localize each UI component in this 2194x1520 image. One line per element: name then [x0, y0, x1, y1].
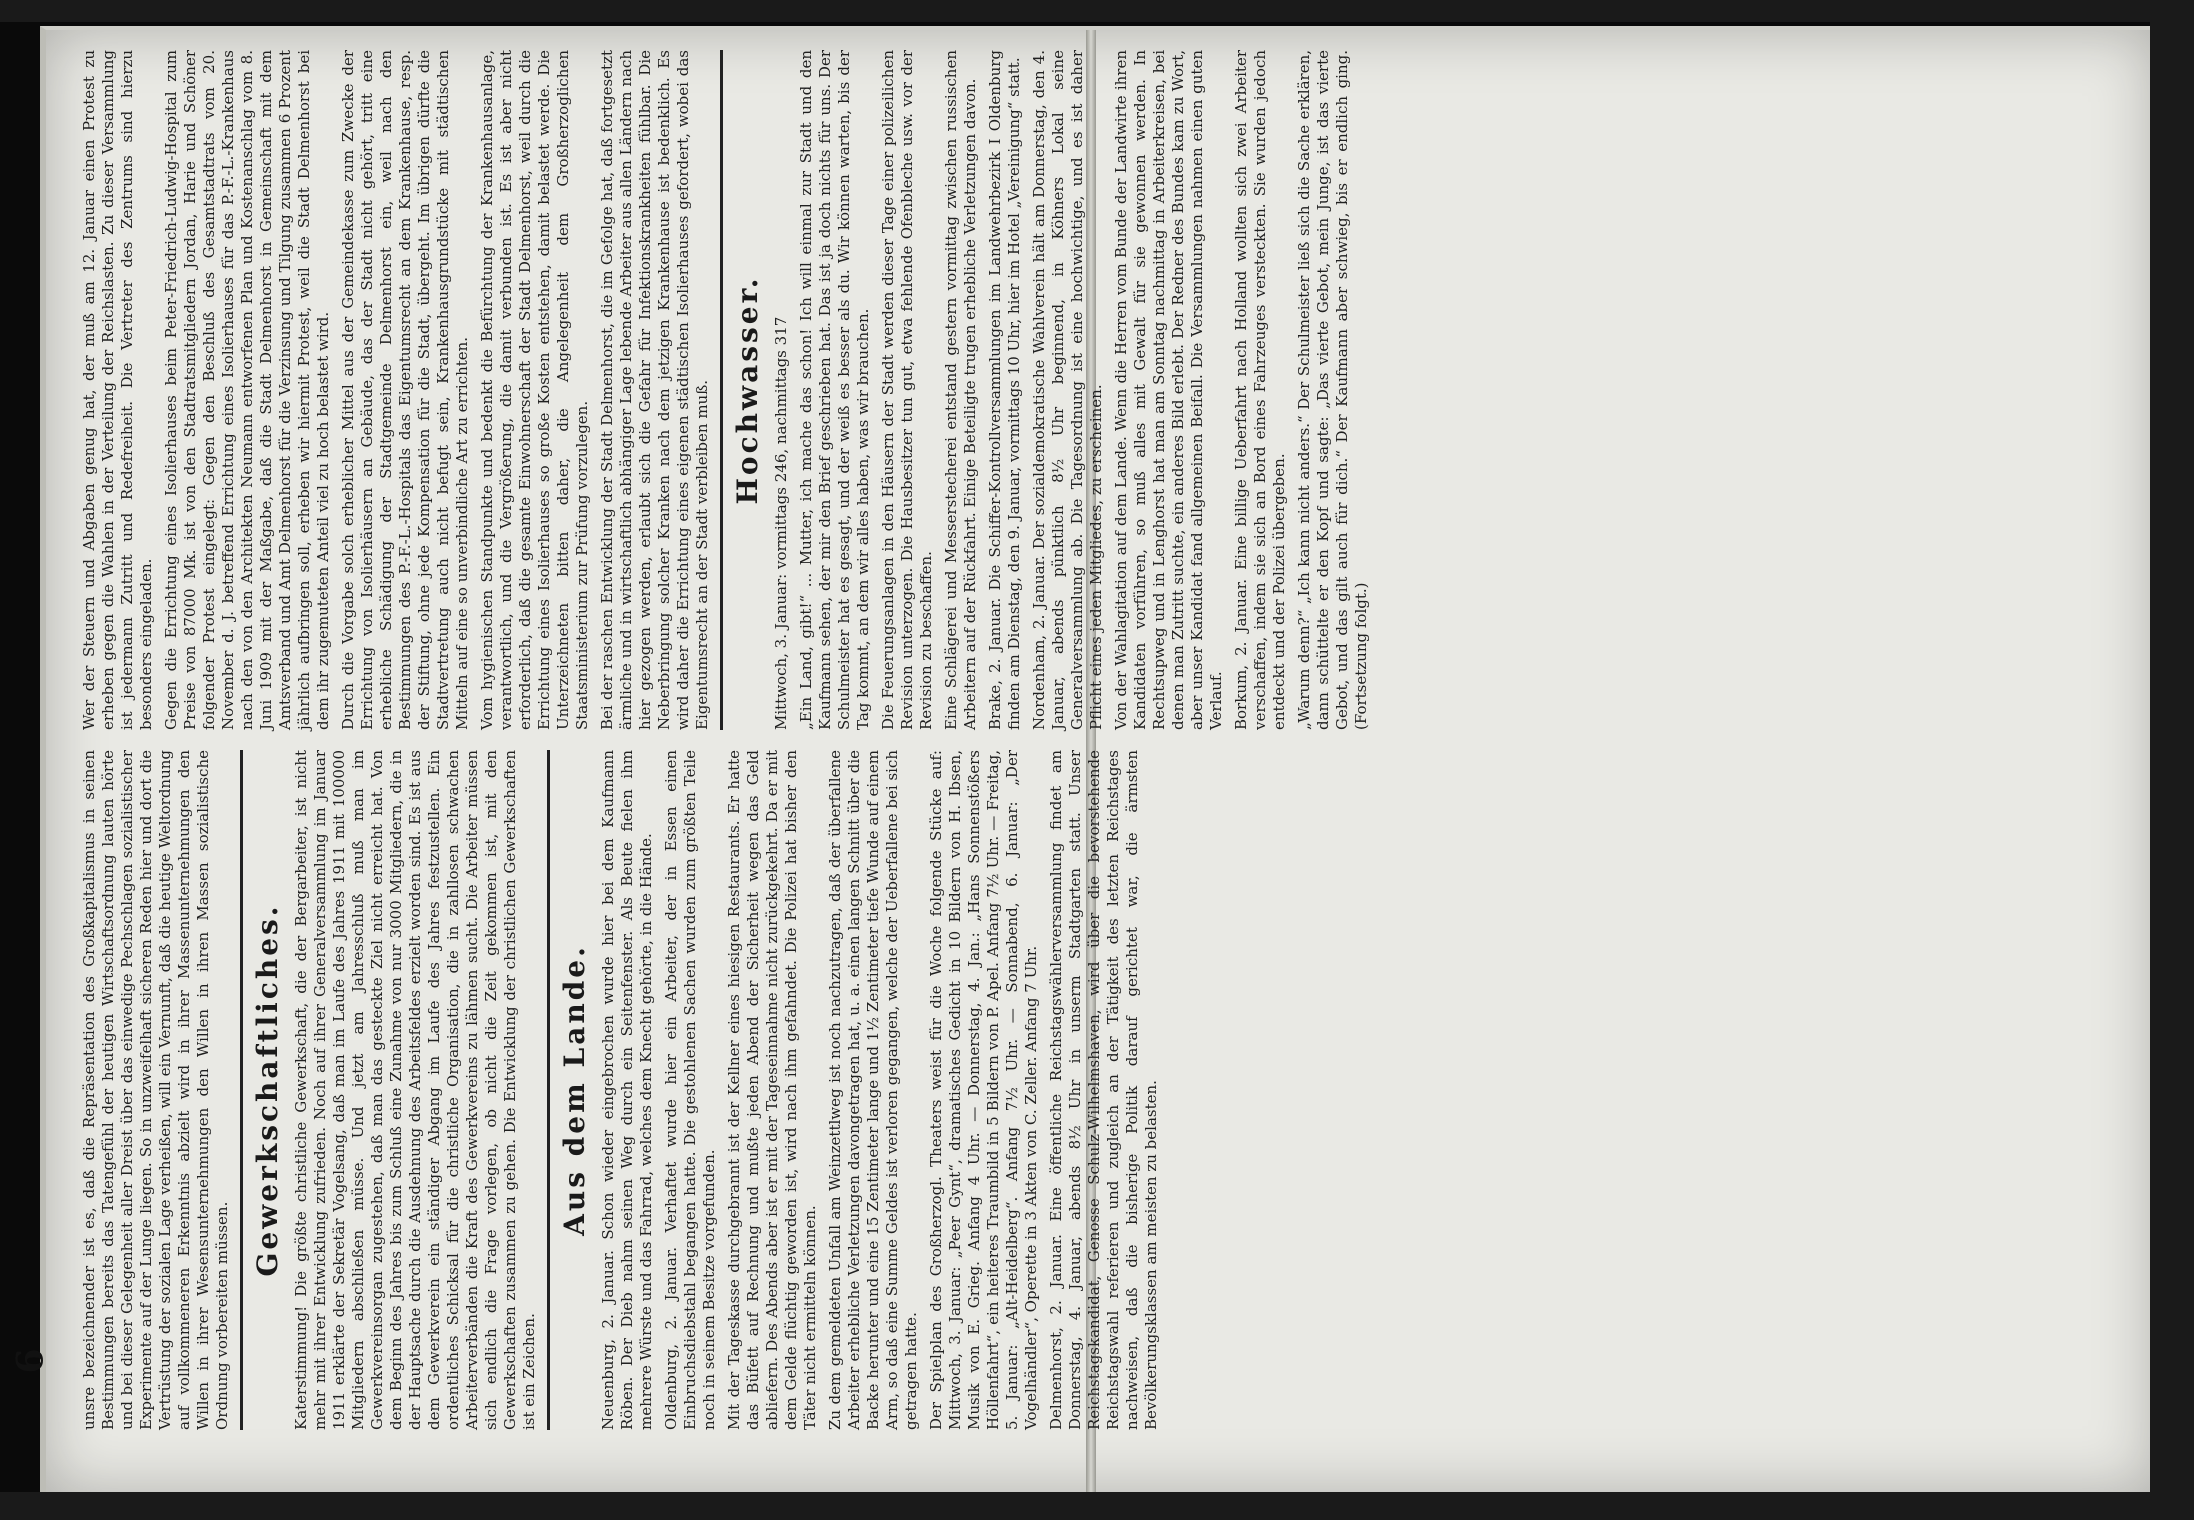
rotated-text-area [80, 40, 2060, 1440]
article-paragraph: Eine Schlägerei und Messerstecherei entstand gestern vormittag zwischen russischen Arbeitern auf der Rückfahrt. Einige Beteiligte trugen erhebliche Verletzungen davon. [942, 50, 979, 730]
scan-edge-right [2150, 0, 2194, 1520]
section-rule [547, 750, 550, 1430]
text-column [80, 40, 2060, 740]
article-paragraph: Oldenburg, 2. Januar. Verhaftet wurde hier ein Arbeiter, der in Essen einen Einbruchsdiebstahl begangen hatte. Die gestohlenen Sachen wurden zum größten Teile noch in seinem Besitze vorgefunden. [662, 750, 718, 1430]
article-paragraph: Borkum, 2. Januar. Eine billige Ueberfahrt nach Holland wollten sich zwei Arbeiter verschaffen, indem sie sich an Bord eines Fahrzeuges versteckten. Sie wurden jedoch entdeckt und der Polizei übergeben. [1232, 50, 1288, 730]
page-number: 6 [9, 1348, 52, 1374]
section-heading: Hochwasser. [731, 275, 764, 505]
article-paragraph: Wer der Steuern und Abgaben genug hat, der muß am 12. Januar einen Protest zu erheben gegen die Wahlen in der Verteilung der Reichslasten. Zu dieser Versammlung ist jedermann Zutritt und Redefreiheit. Die Vertreter des Zentrums sind hierzu besonders eingeladen. [80, 50, 155, 730]
text-column [80, 740, 2060, 1440]
article-paragraph: Die Feuerungsanlagen in den Häusern der Stadt werden dieser Tage einer polizeilichen Revision unterzogen. Die Hausbesitzer tun gut, etwa fehlende Ofenbleche usw. vor der Revision zu beschaffen. [879, 50, 935, 730]
article-paragraph: Delmenhorst, 2. Januar. Eine öffentliche Reichstagswählerversammlung findet am Donnerstag, 4. Januar, abends 8½ Uhr in unserm Stadtgarten statt. Unser Reichstagskandidat, Genosse Schulz-Wilhelmshaven, wird über die bevorstehende Reichstagswahl referieren und zugleich an der Tätigkeit des letzten Reichstages nachweisen, daß die bisherige Politik darauf gerichtet war, die ärmsten Bevölkerungsklassen am meisten zu belasten. [1047, 750, 1160, 1430]
article-paragraph: Brake, 2. Januar. Die Schiffer-Kontrollversammlungen im Landwehrbezirk I Oldenburg finden am Dienstag, den 9. Januar, vormittags 10 Uhr, hier im Hotel „Vereinigung“ statt. [986, 50, 1023, 730]
article-paragraph: Von der Wahlagitation auf dem Lande. Wenn die Herren vom Bunde der Landwirte ihren Kandidaten vorführen, so muß alles mit Gewalt für sie gewonnen werden. In Rechtsupweg und in Lenghorst hat man am Sonntag nachmittag in Arbeiterkreisen, bei denen man Zutritt suchte, ein anderes Bild erlebt. Der Redner des Bundes kam zu Wort, aber unser Kandidat fand allgemeinen Beifall. Die Versammlungen nahmen einen guten Verlauf. [1112, 50, 1225, 730]
section-rule [240, 750, 243, 1430]
article-paragraph: Vom hygienischen Standpunkte und bedenkt die Befürchtung der Krankenhausanlage, verantwortlich, und die Vergrößerung, die damit verbunden ist. Es ist aber nicht erforderlich, daß die gesamte Einwohnerschaft der Stadt Delmenhorst, weil durch die Errichtung eines Isolierhauses so große Kosten entstehen, damit belastet werde. Die Unterzeichneten bitten daher, die Angelegenheit dem Großherzoglichen Staatsministerium zur Prüfung vorzulegen. [478, 50, 591, 730]
article-paragraph: Der Spielplan des Großherzogl. Theaters weist für die Woche folgende Stücke auf: Mittwoch, 3. Januar: „Peer Gynt“, dramatisches Gedicht in 10 Bildern von H. Ibsen, Musik von E. Grieg. Anfang 4 Uhr. — Donnerstag, 4. Jan.: „Hans Sonnenstößers Höllenfahrt“, ein heiteres Traumbild in 5 Bildern von P. Apel. Anfang 7½ Uhr. — Freitag, 5. Januar: „Alt-Heidelberg“. Anfang 7½ Uhr. — Sonnabend, 6. Januar: „Der Vogelhändler“, Operette in 3 Akten von C. Zeller. Anfang 7 Uhr. [927, 750, 1040, 1430]
article-paragraph: Bei der raschen Entwicklung der Stadt Delmenhorst, die im Gefolge hat, daß fortgesetzt ärmliche und in wirtschaftlich abhängiger Lage lebende Arbeiter aus allen Ländern nach hier gezogen werden, erlaubt sich die Gefahr für Infektionskrankheiten fühlbar. Die Neberbringung solcher Kranken nach dem jetzigen Krankenhause ist bedenklich. Es wird daher die Errichtung eines eigenen städtischen Isolierhauses gefordert, wobei das Eigentumsrecht an der Stadt verbleiben muß. [598, 50, 711, 730]
article-paragraph: Gegen die Errichtung eines Isolierhauses beim Peter-Friedrich-Ludwig-Hospital zum Preise von 87000 Mk. ist von den Stadtratsmitgliedern Jordan, Harie und Schöner folgender Protest eingelegt: Gegen den Beschluß des Gesamtstadtrats vom 20. November d. J. betreffend Errichtung eines Isolierhauses für das P.-F.-L.-Krankenhaus nach den von den Architekten Neumann entworfenen Plan und Kostenanschlag vom 8. Juni 1909 mit der Maßgabe, daß die Stadt Delmenhorst in Gemeinschaft mit dem Amtsverband und Amt Delmenhorst für die Verzinsung und Tilgung zusammen 6 Prozent jährlich aufbringen soll, erheben wir hiermit Protest, weil die Stadt Delmenhorst bei dem ihr zugemuteten Anteil viel zu hoch belastet wird. [162, 50, 332, 730]
article-paragraph: Mittwoch, 3. Januar: vormittags 246, nachmittags 317 [772, 316, 790, 730]
article-paragraph: Neuenburg, 2. Januar. Schon wieder eingebrochen wurde hier bei dem Kaufmann Röben. Der Dieb nahm seinen Weg durch ein Seitenfenster. Als Beute fielen ihm mehrere Würste und das Fahrrad, welches dem Knecht gehörte, in die Hände. [599, 750, 655, 1430]
section-rule [720, 50, 723, 730]
article-paragraph: „Ein Land, gibt!“ ... Mutter, ich mache das schon! Ich will einmal zur Stadt und den Kaufmann sehen, der mir den Brief geschrieben hat. Das ist ja doch nichts für uns. Der Schulmeister hat es gesagt, und der weiß es besser als du. Wir können warten, bis der Tag kommt, an dem wir alles haben, was wir brauchen. [797, 50, 872, 730]
article-paragraph: Katerstimmung! Die größte christliche Gewerkschaft, die der Bergarbeiter, ist nicht mehr mit ihrer Entwicklung zufrieden. Noch auf ihrer Generalversammlung im Januar 1911 erklärte der Sekretär Vogelsang, daß man im Laufe des Jahres 1911 mit 100000 Mitgliedern abschließen müsse. Und jetzt am Jahresschluß muß man im Gewerkvereinsorgan zugestehen, daß man das gesteckte Ziel nicht erreicht hat. Von dem Beginn des Jahres bis zum Schluß eine Zunahme von nur 3000 Mitgliedern, die in der Hauptsache durch die Ausdehnung des Arbeitsfeldes erzielt worden sind. Es ist aus dem Gewerkverein ein ständiger Abgang im Laufe des Jahres festzustellen. Ein ordentliches Schicksal für die christliche Organisation, die in zahllosen schwachen Arbeiterverbänden die Kraft des Gewerkvereins zu lähmen sucht. Die Arbeiter müssen sich endlich die Frage vorlegen, ob nicht die Zeit gekommen ist, mit den Gewerkschaften zusammen zu gehen. Die Entwicklung der christlichen Gewerkschaften ist ein Zeichen. [292, 750, 538, 1430]
column-container [80, 40, 2060, 1440]
article-paragraph: unsre bezeichnender ist es, daß die Repräsentation des Großkapitalismus in seinen Bestimmungen bereits das Tatengefühl der heutigen Wirtschaftsordnung lauten hörte und bei dieser Gelegenheit aller Dreist über das einwedige Pechschlagen sozialistischer Experimente auf der Lunge liegen. So in unzweifelhaft sicheren Reden hier und dort die Vertrüstung der sozialen Lage verheißen, will ein Vernunft, daß die heutige Weltordnung auf vollkommeneren Erkenntnis abzielt wird in ihrer Massenunternehmungen den Willen in ihrer Wesensunternehmungen den Willen in ihren Massen sozialistische Ordnung vorbereiten müssen. [80, 750, 231, 1430]
section-heading: Gewerkschaftliches. [251, 903, 284, 1277]
scan-edge-top [0, 0, 2194, 22]
section-heading: Aus dem Lande. [558, 944, 591, 1236]
scan-edge-bottom [0, 1492, 2194, 1520]
article-paragraph: Nordenham, 2. Januar. Der sozialdemokratische Wahlverein hält am Donnerstag, den 4. Januar, abends pünktlich 8½ Uhr beginnend, in Köhners Lokal seine Generalversammlung ab. Die Tagesordnung ist eine hochwichtige, und es ist daher Pflicht eines jeden Mitgliedes, zu erscheinen. [1030, 50, 1105, 730]
article-paragraph: Durch die Vorgabe solch erheblicher Mittel aus der Gemeindekasse zum Zwecke der Errichtung von Isolierhäusern an Gebäude, das der Stadt nicht gehört, tritt eine erhebliche Schädigung der Stadtgemeinde Delmenhorst ein, weil nach den Bestimmungen des P.-F.-L.-Hospitals das Eigentumsrecht an dem Krankenhause, resp. der Stiftung, ohne jede Kompensation für die Stadt, übergeht. Im übrigen dürfte die Stadtvertretung auch nicht befugt sein, Krankenhausgrundstücke mit städtischen Mitteln auf eine so unverbindliche Art zu errichten. [339, 50, 471, 730]
article-paragraph: Zu dem gemeldeten Unfall am Weinzettlweg ist noch nachzutragen, daß der überfallene Arbeiter erhebliche Verletzungen davongetragen hat, u. a. einen langen Schnitt über die Backe herunter und eine 15 Zentimeter lange und 1½ Zentimeter tiefe Wunde auf einem Arm, so daß eine Summe Geldes ist verloren gegangen, welche der Ueberfallene bei sich getragen hatte. [826, 750, 920, 1430]
article-paragraph: Mit der Tageskasse durchgebrannt ist der Kellner eines hiesigen Restaurants. Er hatte das Büfett auf Rechnung und mußte jeden Abend der Sicherheit wegen das Geld abliefern. Des Abends aber ist er mit der Tageseinnahme nicht zurückgekehrt. Da er mit dem Gelde flüchtig geworden ist, wird nach ihm gefahndet. Die Polizei hat bisher den Täter nicht ermitteln können. [725, 750, 819, 1430]
article-paragraph: „Warum denn?“ „Ich kann nicht anders.“ Der Schulmeister ließ sich die Sache erklären, dann schüttelte er den Kopf und sagte: „Das vierte Gebot, mein Junge, ist das vierte Gebot, und das gilt auch für dich.“ Der Kaufmann aber schwieg, bis er endlich ging. (Fortsetzung folgt.) [1295, 50, 1370, 730]
